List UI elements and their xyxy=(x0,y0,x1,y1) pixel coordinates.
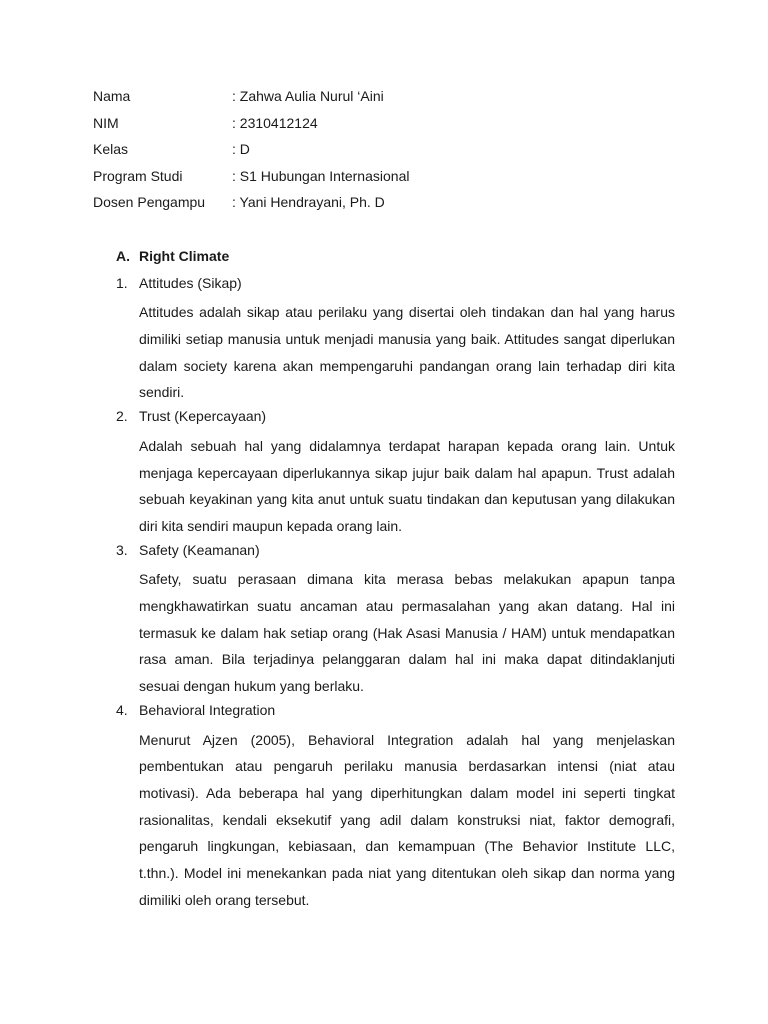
identity-row-program-studi xyxy=(93,166,653,193)
list-item-title xyxy=(116,273,676,300)
identity-value: : 2310412124 xyxy=(232,114,318,131)
list-item-body: Adalah sebuah hal yang didalamnya terdapat harapan kepada orang lain. Untuk menjaga kepercayaan diperlukannya sikap jujur baik dalam hal apapun. Trust adalah sebuah keyakinan yang kita anut untuk suatu tindakan dan keputusan yang dilakukan diri kita sendiri maupun kepada orang lain. xyxy=(139,437,675,534)
identity-label: NIM xyxy=(93,114,119,131)
list-item-title xyxy=(116,406,676,433)
identity-label: Kelas xyxy=(93,141,129,158)
list-item-body: Safety, suatu perasaan dimana kita merasa bebas melakukan apapun tanpa mengkhawatirkan suatu ancaman atau permasalahan yang akan datang. Hal ini termasuk ke dalam hak setiap orang (Hak Asasi Manusia / HAM) untuk mendapatkan rasa aman. Bila terjadinya pelanggaran dalam hal ini maka dapat ditindaklanjuti sesuai dengan hukum yang berlaku. xyxy=(139,571,675,695)
list-item-heading: Attitudes (Sikap) xyxy=(139,274,242,291)
identity-label: Nama xyxy=(93,88,131,104)
section-heading xyxy=(116,246,676,273)
identity-value: : S1 Hubungan Internasional xyxy=(232,167,410,184)
identity-value: : Yani Hendrayani, Ph. D xyxy=(232,194,385,211)
identity-value: : D xyxy=(232,141,250,158)
identity-row-nim xyxy=(93,113,653,140)
identity-row-dosen-pengampu xyxy=(93,192,653,219)
identity-label: Dosen Pengampu xyxy=(93,194,206,211)
section-title: Right Climate xyxy=(139,248,230,264)
identity-row-nama xyxy=(93,86,653,113)
identity-block xyxy=(93,86,653,219)
list-item-title xyxy=(116,540,676,567)
list-item-heading: Behavioral Integration xyxy=(139,701,276,718)
section-right-climate xyxy=(116,246,676,914)
identity-value: : Zahwa Aulia Nurul ‘Aini xyxy=(232,88,384,104)
list-item-heading: Trust (Kepercayaan) xyxy=(139,408,267,425)
section-marker: A. xyxy=(116,248,130,264)
list-item-number: 2. xyxy=(116,408,128,425)
list-item-heading: Safety (Keamanan) xyxy=(139,541,260,558)
list-item-number: 4. xyxy=(116,701,128,718)
list-item-body: Menurut Ajzen (2005), Behavioral Integration adalah hal yang menjelaskan pembentukan atau pengaruh perilaku manusia berdasarkan intensi (niat atau motivasi). Ada beberapa hal yang diperhitungkan dalam model ini seperti tingkat rasionalitas, kendali eksekutif yang adil dalam konstruksi niat, faktor demografi, pengaruh lingkungan, kebiasaan, dan kemampuan (The Behavior Institute LLC, t.thn.). Model ini menekankan pada niat yang ditentukan oleh sikap dan norma yang dimiliki oleh orang tersebut. xyxy=(139,731,675,908)
list-item-number: 1. xyxy=(116,274,128,291)
list-item-body: Attitudes adalah sikap atau perilaku yang disertai oleh tindakan dan hal yang harus dimiliki setiap manusia untuk menjadi manusia yang baik. Attitudes sangat diperlukan dalam society karena akan mempengaruhi pandangan orang lain terhadap diri kita sendiri. xyxy=(139,304,675,401)
identity-label: Program Studi xyxy=(93,167,183,184)
list-item-title xyxy=(116,700,676,727)
list-item-number: 3. xyxy=(116,541,128,558)
identity-row-kelas xyxy=(93,139,653,166)
